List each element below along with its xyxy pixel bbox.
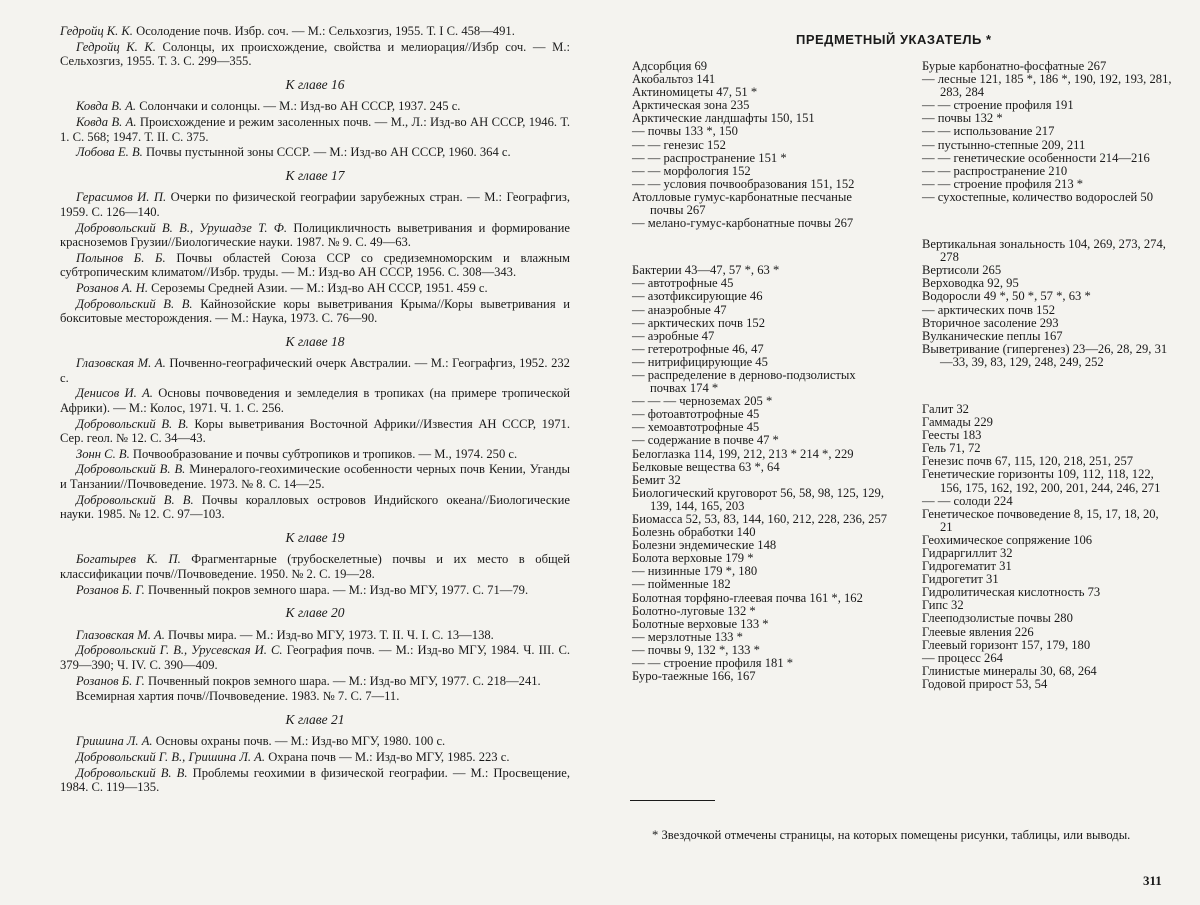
bibliography-column (60, 24, 570, 796)
reference-author: Герасимов И. П. (76, 190, 167, 205)
reference-text: Почвообразование и почвы субтропиков и тропиков. — М., 1974. 250 с. (132, 446, 518, 461)
index-entry: — — распространение 151 * (632, 150, 787, 165)
reference-text: Почвы мира. — М.: Изд-во МГУ, 1973. Т. II. Ч. I. С. 13—138. (168, 627, 494, 642)
reference-text: Почвенно-географический очерк Австралии. — М.: Географгиз, 1952. 232 с. (60, 356, 570, 385)
reference-text: Основы почвоведения и земледелия в тропиках (на примере тропической Африки). — М.: Колос, 1971. Ч. 1. С. 256. (60, 386, 570, 416)
index-entry: Вулканические пеплы 167 (922, 328, 1063, 343)
index-column-1 (632, 60, 888, 683)
index-entry: Гель 71, 72 (922, 441, 981, 456)
reference-entry (60, 447, 570, 462)
index-entry: Гидролитическая кислотность 73 (922, 585, 1101, 600)
reference-entry (60, 24, 570, 39)
page-number: 311 (1143, 873, 1162, 888)
footnote: * Звездочкой отмечены страницы, на которых помещены рисунки, таблицы, или выводы. (652, 828, 1131, 842)
reference-text: Происхождение и режим засоленных почв. — М., Л.: Изд-во АН СССР, 1946. Т. 1. С. 568; 1947. Т. II. С. 375. (60, 114, 570, 144)
reference-author: Добровольский В. В. (76, 416, 189, 431)
index-entry: Биомасса 52, 53, 83, 144, 160, 212, 228, 236, 257 (632, 512, 888, 526)
reference-text: Фрагментарные (трубоскелетные) почвы и их место в общей классификации почв//Почвоведение. 1950. № 2. С. 19—28. (60, 552, 570, 581)
index-column-2 (922, 60, 1172, 691)
reference-text: Кайнозойские коры выветривания Крыма//Коры выветривания и бокситовые месторождения. — М.: Наука, 1973. С. 76—90. (60, 296, 570, 326)
index-title: ПРЕДМЕТНЫЙ УКАЗАТЕЛЬ * (796, 32, 992, 47)
index-entry: Вертикальная зональность 104, 269, 273, 274, 278 (922, 237, 1166, 265)
reference-entry (60, 386, 570, 415)
index-entry: — аэробные 47 (632, 328, 715, 343)
index-entry: — арктических почв 152 (632, 315, 765, 330)
index-entry: Верховодка 92, 95 (922, 276, 1019, 291)
index-entry: Адсорбция 69 (632, 59, 708, 73)
index-entry: — пустынно-степные 209, 211 (922, 137, 1086, 152)
reference-entry (60, 674, 570, 689)
reference-author: Добровольский Г. В., Гришина Л. А. (76, 749, 266, 764)
reference-author: Добровольский В. В. (76, 296, 193, 311)
index-entry: — фотоавтотрофные 45 (632, 407, 760, 422)
index-entry: — мелано-гумус-карбонатные почвы 267 (632, 216, 854, 231)
reference-entry (60, 297, 570, 326)
reference-author: Лобова Е. В. (76, 145, 143, 160)
reference-author: Розанов Б. Г. (76, 582, 145, 597)
index-entry: — сухостепные, количество водорослей 50 (922, 189, 1154, 204)
reference-text: Охрана почв — М.: Изд-во МГУ, 1985. 223 с. (268, 749, 510, 764)
index-gap (922, 369, 1172, 403)
index-entry: Геесты 183 (922, 428, 982, 443)
reference-text: Основы охраны почв. — М.: Изд-во МГУ, 1980. 100 с. (155, 734, 446, 749)
index-entry: — — морфология 152 (632, 163, 751, 178)
reference-entry (60, 145, 570, 160)
index-entry: Генетические горизонты 109, 112, 118, 122, 156, 175, 162, 192, 200, 201, 244, 246, 271 (922, 467, 1161, 495)
reference-entry (60, 552, 570, 581)
index-entry: — хемоавтотрофные 45 (632, 420, 760, 435)
reference-text: Очерки по физической географии зарубежных стран. — М.: Географгиз, 1959. С. 126—140. (60, 190, 570, 219)
index-entry: — — условия почвообразования 151, 152 (632, 176, 855, 191)
reference-author: Гедройц К. К. (60, 24, 133, 38)
reference-author: Глазовская М. А. (76, 356, 166, 371)
index-entry: — лесные 121, 185 *, 186 *, 190, 192, 193, 281, 283, 284 (922, 72, 1172, 100)
reference-text: Сероземы Средней Азии. — М.: Изд-во АН СССР, 1951. 459 с. (151, 280, 488, 295)
index-entry: — анаэробные 47 (632, 302, 727, 317)
index-entry: Атолловые гумус-карбонатные песчаные почвы 267 (632, 189, 852, 218)
index-entry: Гаммады 229 (922, 415, 993, 430)
index-entry: Бактерии 43—47, 57 *, 63 * (632, 263, 780, 278)
index-entry: — — строение профиля 191 (922, 98, 1074, 113)
index-entry: Биологический круговорот 56, 58, 98, 125, 129, 139, 144, 165, 203 (632, 485, 884, 513)
index-entry: Глеевые явления 226 (922, 624, 1034, 639)
index-entry: Арктическая зона 235 (632, 98, 750, 113)
index-entry: Гипс 32 (922, 598, 964, 613)
index-entry: Геохимическое сопряжение 106 (922, 532, 1093, 547)
reference-entry (60, 115, 570, 144)
reference-entry (60, 734, 570, 749)
index-gap (632, 230, 888, 264)
reference-text: Почвы областей Союза ССР со средиземноморским и влажным субтропическим климатом//Избр. труды. — М.: Изд-во АН СССР, 1956. С. 308—343. (60, 250, 570, 280)
index-entry: Болезни эндемические 148 (632, 538, 777, 553)
reference-text: Осолодение почв. Избр. соч. — М.: Сельхозгиз, 1955. Т. I С. 458—491. (136, 24, 515, 38)
index-entry: — почвы 133 *, 150 (632, 124, 738, 139)
reference-text: Всемирная хартия почв//Почвоведение. 1983. № 7. С. 7—11. (76, 689, 400, 704)
index-entry: Акобальтоз 141 (632, 72, 716, 87)
index-entry: Болотные верховые 133 * (632, 616, 769, 631)
reference-entry (60, 99, 570, 114)
index-entry: — почвы 9, 132 *, 133 * (632, 642, 760, 657)
index-entry: — процесс 264 (922, 650, 1003, 665)
reference-text: Минералого-геохимические особенности черных почв Кении, Уганды и Танзании//Почвоведение. 1973. № 8. С. 14—25. (60, 462, 570, 492)
index-entry: Болотно-луговые 132 * (632, 603, 756, 618)
index-entry: — автотрофные 45 (632, 276, 734, 291)
reference-author: Ковда В. А. (76, 99, 137, 114)
reference-entry (60, 190, 570, 219)
reference-author: Богатырев К. П. (76, 552, 181, 567)
index-entry: Вторичное засоление 293 (922, 315, 1059, 330)
index-entry: Бемит 32 (632, 472, 681, 487)
reference-author: Добровольский В. В. (76, 462, 186, 477)
footnote-rule (630, 800, 715, 801)
index-entry: Гидраргиллит 32 (922, 546, 1013, 560)
index-entry: Генетическое почвоведение 8, 15, 17, 18, 20, 21 (922, 506, 1159, 534)
index-entry: Буро-таежные 166, 167 (632, 669, 756, 684)
reference-author: Гедройц К. К. (76, 39, 156, 54)
reference-text: Почвы пустынной зоны СССР. — М.: Изд-во АН СССР, 1960. 364 с. (145, 145, 511, 160)
index-entry: Выветривание (гипергенез) 23—26, 28, 29, 31—33, 39, 83, 129, 248, 249, 252 (922, 341, 1168, 369)
reference-text: Солонцы, их происхождение, свойства и мелиорация//Избр соч. — М.: Сельхозгиз, 1955. Т. 3. С. 299—355. (60, 39, 570, 69)
chapter-heading: К главе 18 (285, 333, 345, 349)
index-entry: Белоглазка 114, 199, 212, 213 * 214 *, 229 (632, 446, 854, 461)
index-entry: Болота верховые 179 * (632, 551, 754, 566)
index-gap (922, 204, 1172, 238)
reference-entry (60, 251, 570, 280)
index-entry: — нитрифицирующие 45 (632, 354, 768, 369)
reference-text: Коры выветривания Восточной Африки//Известия АН СССР, 1971. Сер. геол. № 12. С. 34—43. (60, 416, 570, 446)
index-entry: Гидрогетит 31 (922, 572, 999, 587)
chapter-heading: К главе 19 (285, 529, 345, 545)
index-entry: — — строение профиля 213 * (922, 176, 1084, 191)
index-entry: — азотфиксирующие 46 (632, 289, 763, 304)
reference-text: Солончаки и солонцы. — М.: Изд-во АН СССР, 1937. 245 с. (139, 99, 461, 114)
reference-author: Гришина Л. А. (76, 734, 153, 749)
reference-author: Зонн С. В. (76, 446, 130, 461)
reference-text: Почвенный покров земного шара. — М.: Изд-во МГУ, 1977. С. 71—79. (148, 582, 529, 597)
reference-text: Почвенный покров земного шара. — М.: Изд-во МГУ, 1977. С. 218—241. (148, 673, 541, 688)
index-entry: — — — черноземах 205 * (632, 394, 773, 409)
index-entry: Белковые вещества 63 *, 64 (632, 459, 780, 474)
index-entry: — пойменные 182 (632, 577, 731, 592)
reference-entry (60, 689, 570, 704)
index-entry: — — распространение 210 (922, 163, 1068, 178)
reference-author: Ковда В. А. (76, 114, 137, 129)
reference-text: География почв. — М.: Изд-во МГУ, 1984. Ч. III. С. 379—390; Ч. IV. С. 390—409. (60, 643, 570, 672)
index-entry: Глеевый горизонт 157, 179, 180 (922, 637, 1091, 652)
index-entry: Болотная торфяно-глеевая почва 161 *, 162 (632, 590, 863, 605)
reference-entry (60, 643, 570, 672)
reference-author: Добровольский В. В., Урушадзе Т. Ф. (76, 220, 288, 235)
reference-entry (60, 40, 570, 69)
index-entry: — — генезис 152 (632, 137, 726, 152)
index-entry: Гидрогематит 31 (922, 559, 1012, 574)
index-entry: Вертисоли 265 (922, 263, 1002, 278)
index-entry: — распределение в дерново-подзолистых почвах 174 * (632, 367, 856, 396)
index-entry: — арктических почв 152 (922, 302, 1055, 317)
reference-entry (60, 750, 570, 765)
reference-entry (60, 583, 570, 598)
index-entry: Глееподзолистые почвы 280 (922, 611, 1073, 626)
reference-entry (60, 766, 570, 795)
index-entry: Глинистые минералы 30, 68, 264 (922, 663, 1097, 678)
chapter-heading: К главе 17 (285, 167, 345, 183)
index-entry: — мерзлотные 133 * (632, 629, 743, 644)
index-entry: — содержание в почве 47 * (632, 433, 779, 448)
index-entry: Арктические ландшафты 150, 151 (632, 111, 815, 126)
reference-author: Глазовская М. А. (76, 627, 165, 642)
reference-entry (60, 493, 570, 522)
chapter-heading: К главе 20 (285, 605, 345, 621)
reference-text: Полицикличность выветривания и формирование красноземов Грузии//Биологические науки. 1987. № 9. С. 49—63. (60, 220, 570, 250)
index-entry: Водоросли 49 *, 50 *, 57 *, 63 * (922, 289, 1091, 304)
index-entry: — — использование 217 (922, 124, 1055, 139)
reference-author: Добровольский В. В. (76, 765, 188, 780)
reference-author: Добровольский В. В. (76, 492, 194, 507)
reference-author: Розанов Б. Г. (76, 673, 145, 688)
index-entry: Годовой прирост 53, 54 (922, 676, 1048, 691)
reference-entry (60, 628, 570, 643)
chapter-heading: К главе 21 (285, 711, 345, 727)
reference-author: Полынов Б. Б. (76, 250, 166, 265)
reference-text: Проблемы геохимии в физической географии. — М.: Просвещение, 1984. С. 119—135. (60, 765, 570, 795)
reference-entry (60, 356, 570, 385)
index-entry: — — строение профиля 181 * (632, 656, 794, 671)
reference-author: Добровольский Г. В., Урусевская И. С. (76, 643, 283, 658)
index-entry: Болезнь обработки 140 (632, 525, 756, 540)
chapter-heading: К главе 16 (285, 76, 345, 92)
index-entry: — гетеротрофные 46, 47 (632, 341, 764, 356)
index-entry: Актиномицеты 47, 51 * (632, 85, 758, 100)
index-entry: Генезис почв 67, 115, 120, 218, 251, 257 (922, 454, 1134, 469)
index-entry: — низинные 179 *, 180 (632, 564, 758, 579)
reference-entry (60, 417, 570, 446)
reference-text: Почвы коралловых островов Индийского океана//Биологические науки. 1985. № 12. С. 97—103. (60, 492, 570, 522)
reference-entry (60, 221, 570, 250)
reference-author: Розанов А. Н. (76, 280, 148, 295)
index-entry: — почвы 132 * (922, 111, 1003, 126)
reference-entry (60, 281, 570, 296)
index-entry: — — солоди 224 (922, 493, 1013, 508)
index-entry: — — генетические особенности 214—216 (922, 150, 1150, 165)
reference-author: Денисов И. А. (76, 386, 153, 401)
index-entry: Галит 32 (922, 401, 969, 416)
index-entry: Бурые карбонатно-фосфатные 267 (922, 59, 1107, 73)
reference-entry (60, 462, 570, 491)
